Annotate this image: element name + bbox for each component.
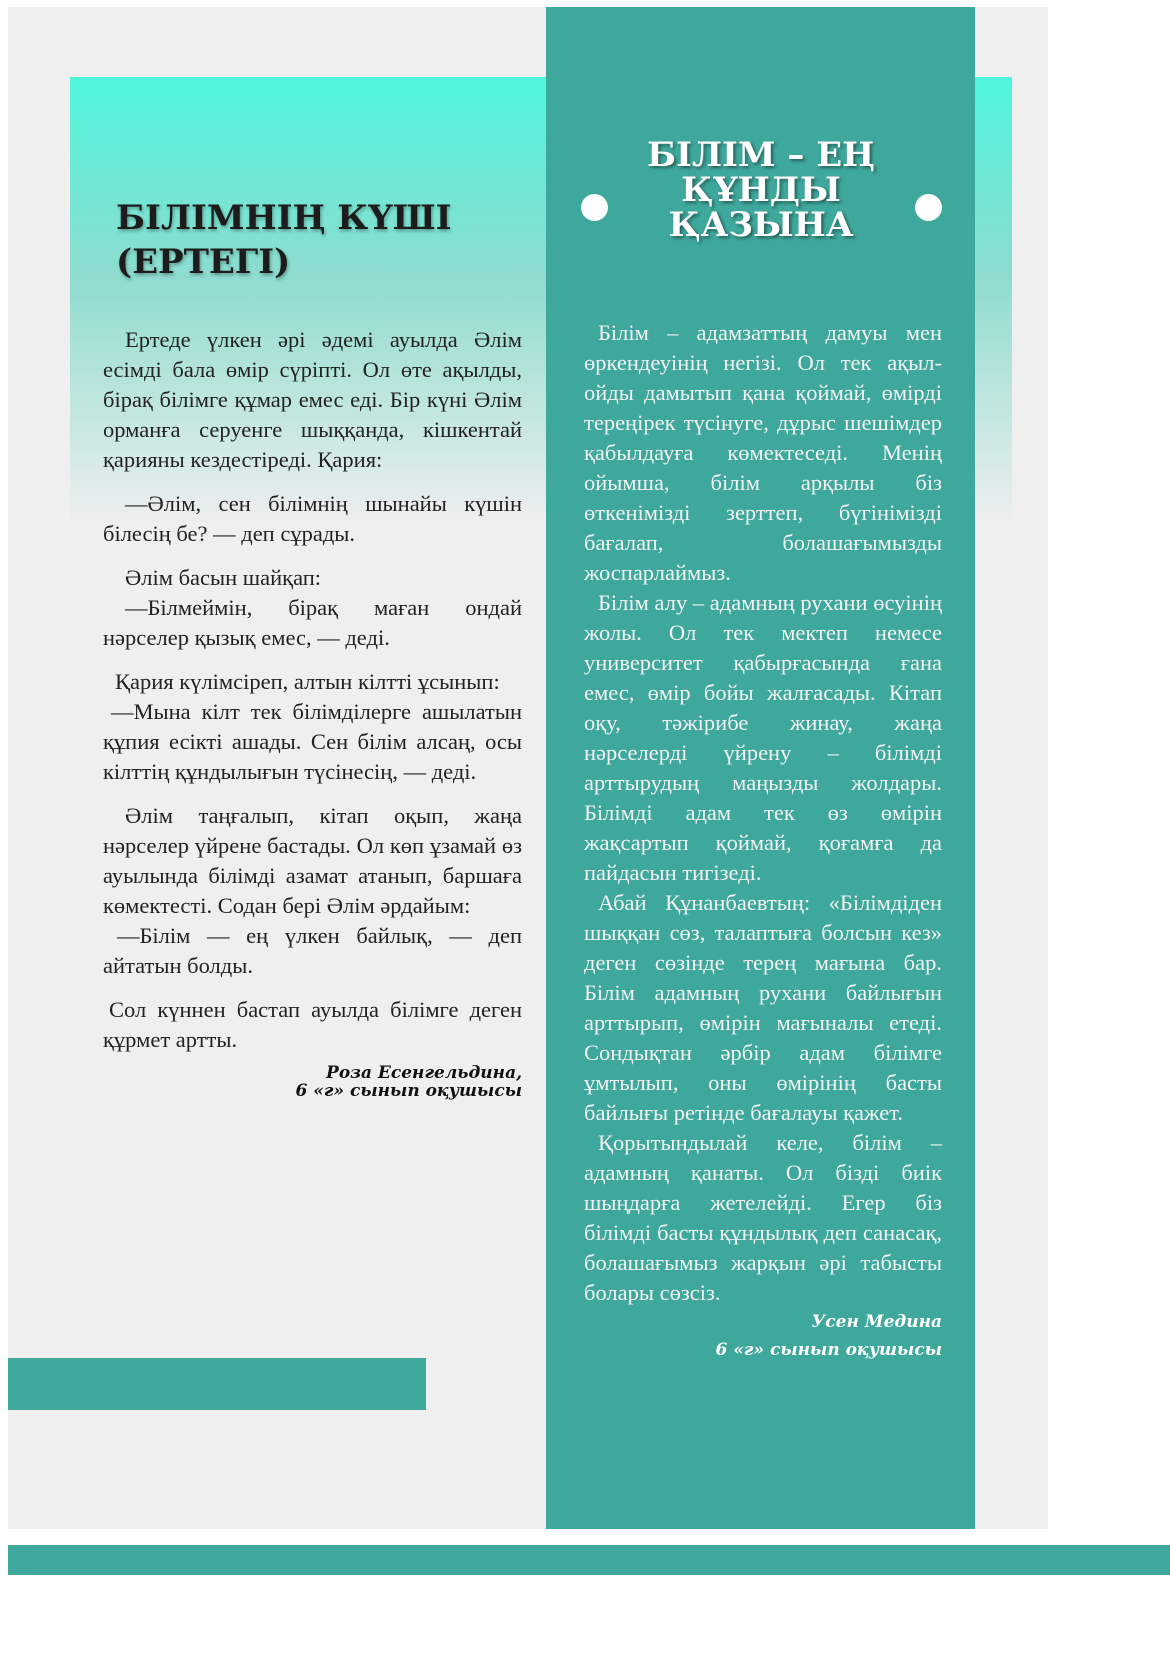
right-article-body xyxy=(584,318,942,1364)
paragraph: —Мына кілт тек білімділерге ашылатын құпия есікті ашады. Сен білім алсаң, осы кілттің құндылығын түсінесің, — деді. xyxy=(103,699,522,784)
decorative-dot-left xyxy=(581,194,608,221)
paragraph: —Білмеймін, бірақ маған ондай нәрселер қызық емес, — деді. xyxy=(103,595,522,650)
left-author-name: Роза Есенгельдина, xyxy=(326,1063,522,1083)
decorative-dot-right xyxy=(915,194,942,221)
paragraph: Білім – адамзаттың дамуы мен өркендеуінің негізі. Ол тек ақыл-ойды дамытып қана қоймай, өмірді тереңірек түсінуге, дұрыс шешімдер қабылдауға көмектеседі. Менің ойымша, білім арқылы біз өткенімізді зерттеп, бүгінімізді бағалап, болашағымызды жоспарлаймыз. xyxy=(584,320,942,585)
left-article-body xyxy=(103,325,522,1105)
right-author-name: Усен Медина xyxy=(811,1312,942,1332)
left-article-title: БІЛІМНІҢ КҮШІ (ЕРТЕГІ) xyxy=(116,198,452,282)
paragraph: —Әлім, сен білімнің шынайы күшін білесің бе? — деп сұрады. xyxy=(103,491,522,546)
paragraph: Қорытындылай келе, білім – адамның қанаты. Ол бізді биік шыңдарға жетелейді. Егер біз білімді басты құндылық деп санасақ, болашағымыз жарқын әрі табысты болары сөзсіз. xyxy=(584,1130,942,1305)
paragraph: Қария күлімсіреп, алтын кілтті ұсынып: xyxy=(115,669,500,694)
paragraph: Білім алу – адамның рухани өсуінің жолы. Ол тек мектеп немесе университет қабырғасында ғана емес, өмір бойы жалғасады. Кітап оқу, тәжірибе жинау, жаңа нәрселерді үйрену – білімді арттырудың маңызды жолдары. Білімді адам тек өз өмірін жақсартып қоймай, қоғамға да пайдасын тигізеді. xyxy=(584,590,942,885)
right-article-title: БІЛІМ – ЕҢ ҚҰНДЫ ҚАЗЫНА xyxy=(646,135,875,245)
right-author-class: 6 «г» сынып оқушысы xyxy=(715,1340,942,1360)
decorative-bar xyxy=(8,1358,426,1410)
paragraph: Сол күннен бастап ауылда білімге деген құрмет артты. xyxy=(103,997,522,1052)
decorative-bottom-strip xyxy=(8,1545,1170,1575)
left-author-class: 6 «г» сынып оқушысы xyxy=(295,1081,522,1101)
paragraph: Абай Құнанбаевтың: «Білімдіден шыққан сөз, талаптыға болсын кез» деген сөзінде терең мағына бар. Білім адамның рухани байлығын арттырып, өмірін мағыналы етеді. Сондықтан әрбір адам білімге ұмтылып, оны өмірінің басты байлығы ретінде бағалауы қажет. xyxy=(584,890,942,1125)
paragraph: —Білім — ең үлкен байлық, — деп айтатын болды. xyxy=(103,923,522,978)
paragraph: Әлім басын шайқап: xyxy=(125,565,322,590)
paragraph: Ертеде үлкен әрі әдемі ауылда Әлім есімді бала өмір сүріпті. Ол өте ақылды, бірақ білімге құмар емес еді. Бір күні Әлім орманға серуенге шыққанда, кішкентай қарияны кездестіреді. Қария: xyxy=(103,327,522,472)
paragraph: Әлім таңғалып, кітап оқып, жаңа нәрселер үйрене бастады. Ол көп ұзамай өз ауылында білімді азамат атанып, баршаға көмектесті. Содан бері Әлім әрдайым: xyxy=(103,803,522,918)
